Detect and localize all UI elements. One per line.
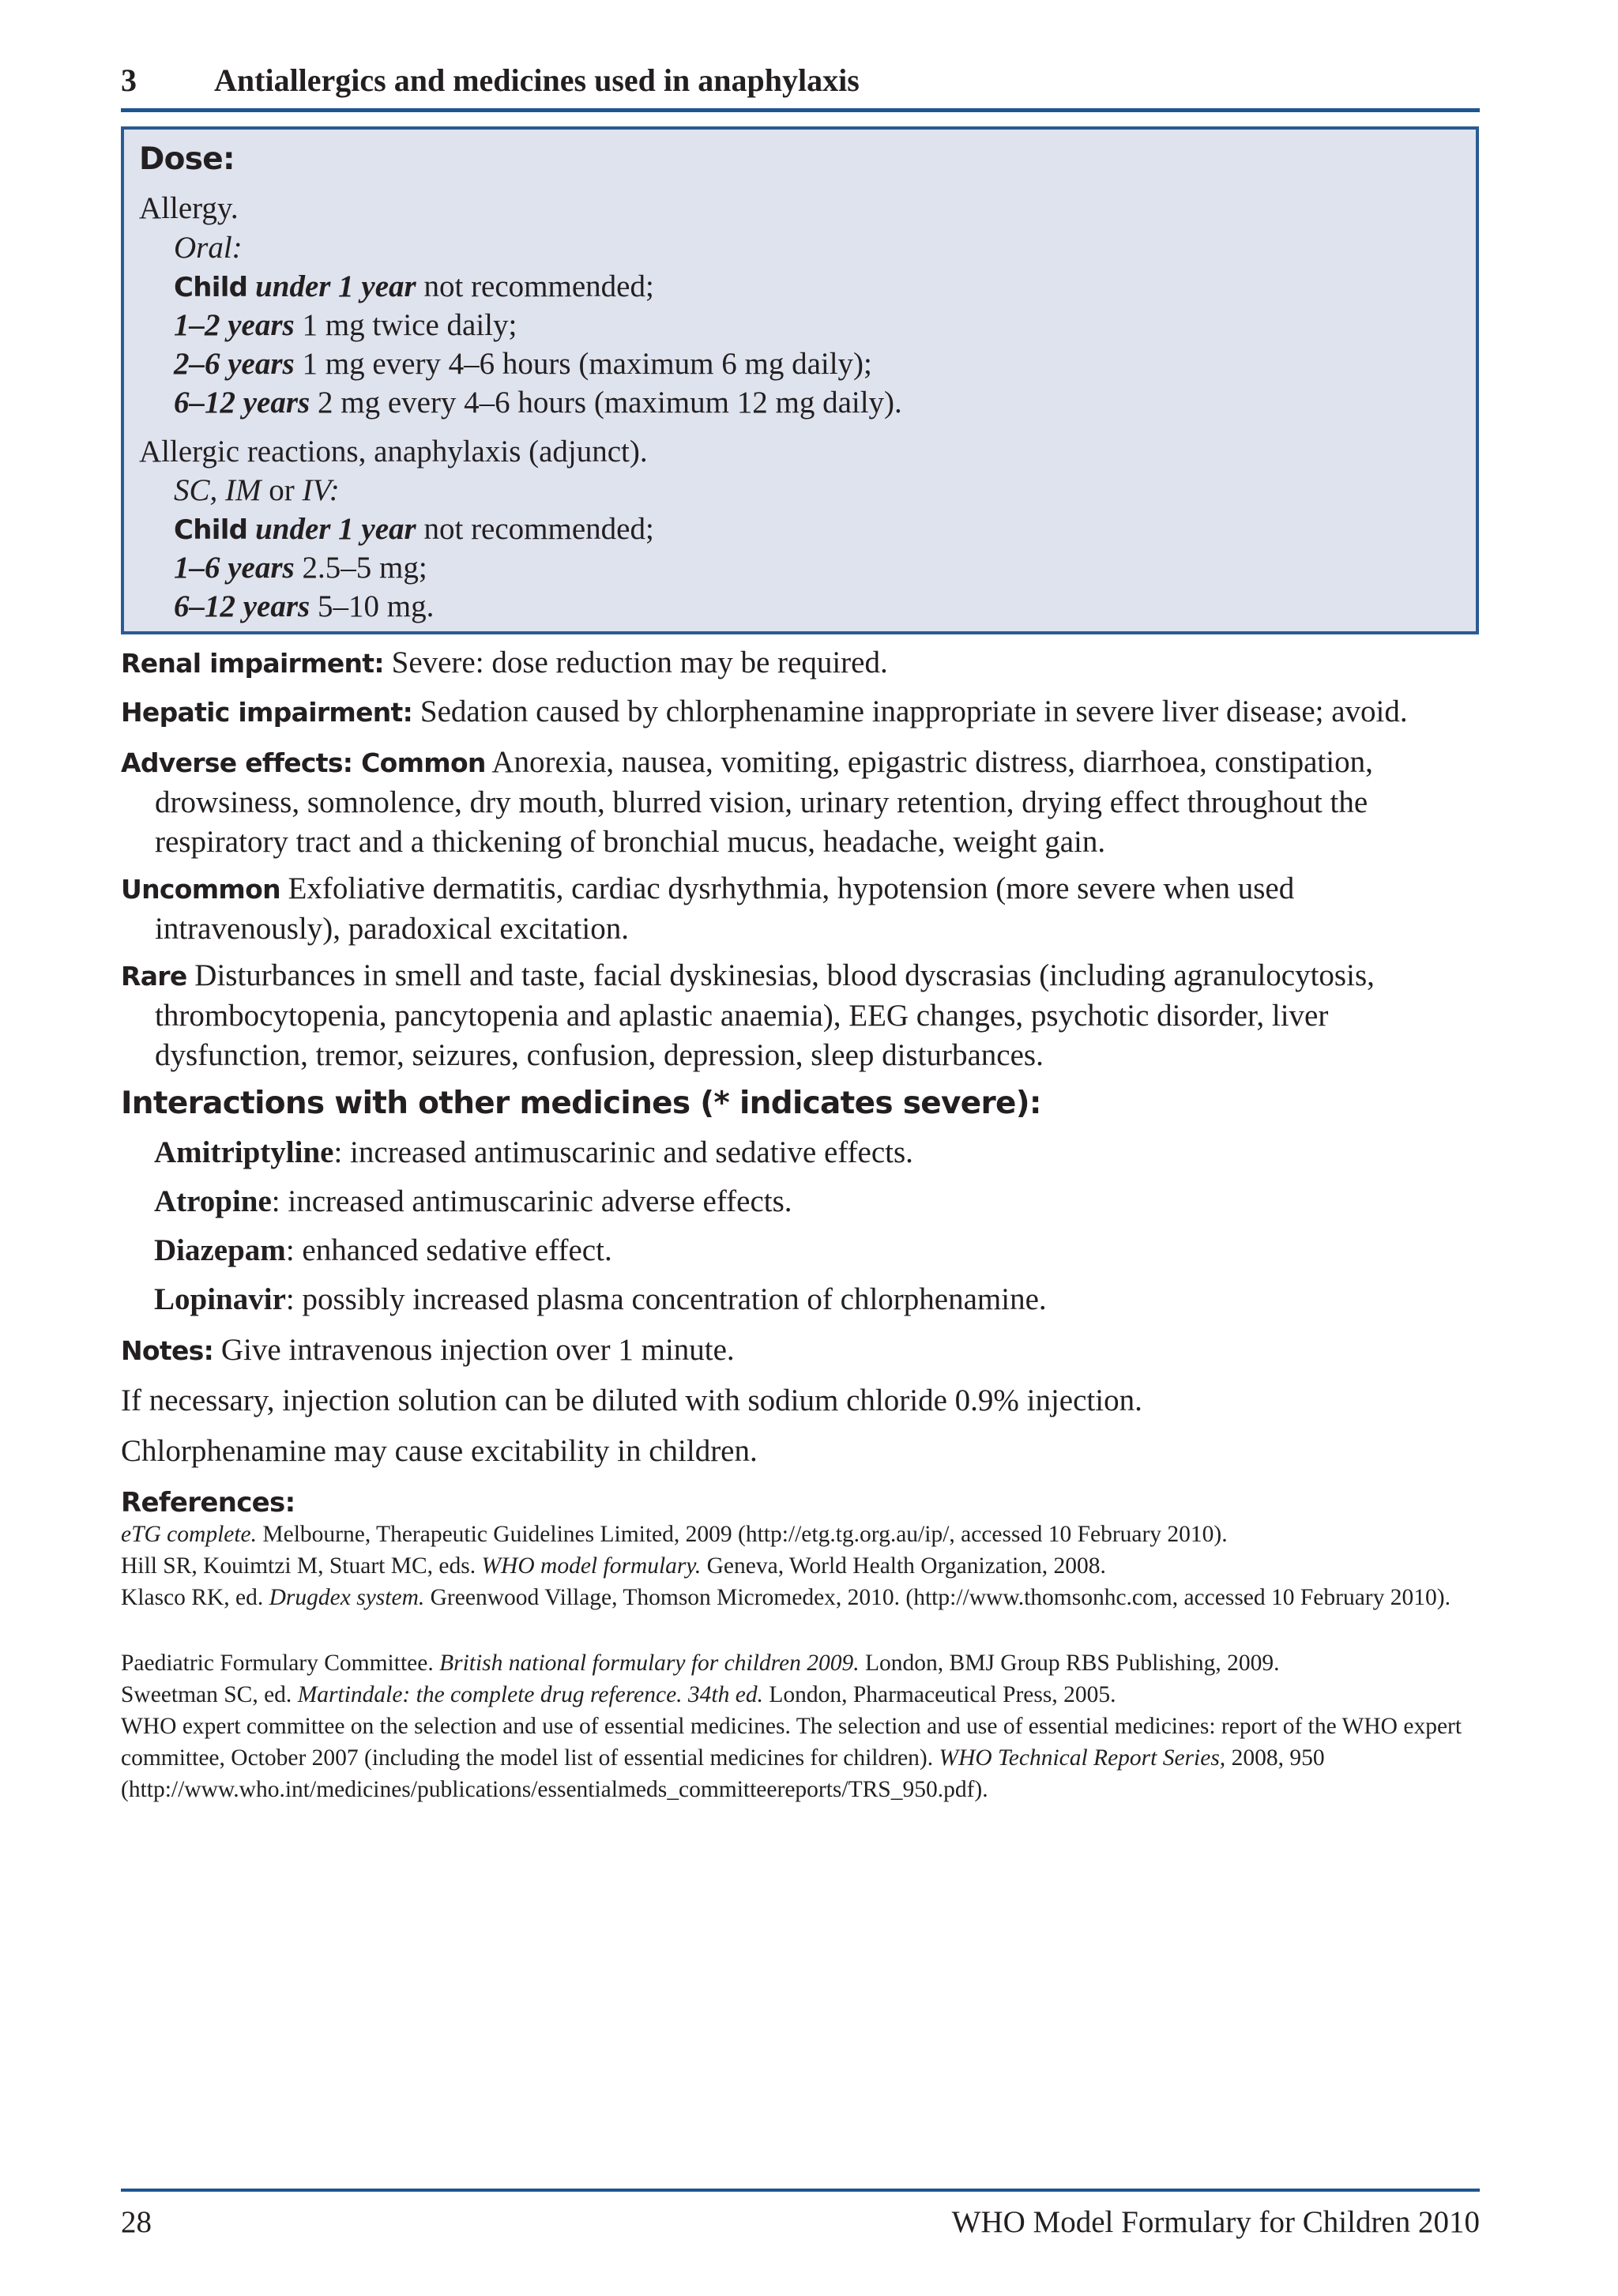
reference-authors: WHO expert committee on the selection and use of essential medicines. The selection and use of essential medicines: report of the WHO expert committee, October 2007 (including the model list of essential medicines for children). (121, 1714, 1462, 1771)
drug-name: Diazepam (154, 1233, 286, 1267)
age-group: 6–12 years (174, 589, 310, 623)
age-group: under 1 year (255, 269, 416, 303)
hepatic-label: Hepatic impairment: (121, 697, 413, 728)
dose-allergy-line-4 (174, 384, 902, 422)
adverse-label: Adverse effects: (121, 747, 353, 778)
interaction-item (154, 1182, 792, 1221)
drug-name: Lopinavir (154, 1282, 286, 1316)
age-group: 1–6 years (174, 551, 295, 585)
adverse-effects-rare (121, 956, 1480, 1075)
dose-allergy-title: Allergy. (139, 191, 239, 225)
child-label: Child (174, 514, 248, 546)
interaction-item (154, 1231, 612, 1270)
dose-text: 2.5–5 mg; (294, 551, 427, 585)
dose-anaphylaxis-line-3 (174, 588, 434, 626)
drug-name: Amitriptyline (154, 1135, 334, 1169)
dose-text: 2 mg every 4–6 hours (maximum 12 mg daily). (310, 386, 902, 420)
interaction-text: : increased antimuscarinic and sedative effects. (333, 1135, 913, 1169)
dose-allergy-line-1 (174, 268, 654, 307)
common-text: Anorexia, nausea, vomiting, epigastric distress, diarrhoea, constipation, drowsiness, somnolence, dry mouth, blurred vision, urinary retention, drying effect throughout the respiratory tract and a thickening of bronchial mucus, headache, weight gain. (155, 745, 1373, 859)
interaction-text: : increased antimuscarinic adverse effects. (271, 1184, 792, 1218)
page-number: 28 (121, 2205, 152, 2239)
reference-item (121, 1679, 1480, 1711)
renal-impairment (121, 643, 1480, 683)
uncommon-label: Uncommon (121, 874, 280, 905)
uncommon-text: Exfoliative dermatitis, cardiac dysrhythmia, hypotension (more severe when used intravenously), paradoxical excitation. (155, 871, 1295, 946)
notes-label: Notes: (121, 1335, 214, 1366)
rare-label: Rare (121, 961, 187, 992)
age-group: 2–6 years (174, 347, 295, 381)
interaction-item (154, 1280, 1047, 1319)
reference-text: Greenwood Village, Thomson Micromedex, 2010. (http://www.thomsonhc.com, accessed 10 February 2010). (424, 1585, 1451, 1610)
route-or: or (261, 473, 303, 507)
running-title: WHO Model Formulary for Children 2010 (951, 2205, 1480, 2239)
reference-title: Martindale: the complete drug reference. 34th ed. (297, 1682, 763, 1707)
reference-text: Melbourne, Therapeutic Guidelines Limited, 2009 (http://etg.tg.org.au/ip/, accessed 10 February 2010). (257, 1522, 1228, 1547)
dose-text: not recommended; (416, 269, 654, 303)
age-group: 6–12 years (174, 386, 310, 420)
reference-item (121, 1711, 1480, 1805)
dose-text: 5–10 mg. (310, 589, 435, 623)
child-label: Child (174, 272, 248, 303)
interaction-item (154, 1133, 913, 1172)
reference-text: London, BMJ Group RBS Publishing, 2009. (859, 1650, 1280, 1676)
notes-text: Give intravenous injection over 1 minute. (213, 1333, 735, 1367)
dose-allergy-line-3 (174, 345, 872, 383)
route-iv: IV: (302, 473, 340, 507)
dose-text: 1 mg twice daily; (294, 308, 517, 342)
dose-text: not recommended; (416, 512, 654, 546)
notes-line-3: Chlorphenamine may cause excitability in children. (121, 1434, 758, 1468)
hepatic-text: Sedation caused by chlorphenamine inappropriate in severe liver disease; avoid. (412, 694, 1408, 728)
route-im: IM (225, 473, 262, 507)
interaction-text: : possibly increased plasma concentration of chlorphenamine. (285, 1282, 1047, 1316)
drug-name: Atropine (154, 1184, 272, 1218)
age-group: 1–2 years (174, 308, 295, 342)
header-rule (121, 108, 1480, 112)
footer-rule (121, 2189, 1480, 2192)
chapter-title: Antiallergics and medicines used in anaphylaxis (214, 62, 860, 98)
reference-text: 2008, 950 (http://www.who.int/medicines/publications/essentialmeds_committeereports/TRS_950.pdf). (121, 1745, 1325, 1802)
age-group: under 1 year (255, 512, 416, 546)
interaction-text: : enhanced sedative effect. (285, 1233, 612, 1267)
adverse-effects-uncommon (121, 869, 1480, 949)
reference-title: Drugdex system. (269, 1585, 425, 1610)
reference-authors: Paediatric Formulary Committee. (121, 1650, 440, 1676)
adverse-effects-common (121, 743, 1480, 862)
dose-anaphylaxis-route (174, 472, 340, 510)
hepatic-impairment (121, 692, 1480, 732)
reference-item (121, 1550, 1480, 1582)
common-label: Common (352, 747, 486, 778)
reference-authors: Klasco RK, ed. (121, 1585, 269, 1610)
reference-item (121, 1647, 1480, 1679)
chapter-number: 3 (121, 62, 137, 98)
reference-text: London, Pharmaceutical Press, 2005. (762, 1682, 1116, 1707)
dose-text: 1 mg every 4–6 hours (maximum 6 mg daily); (294, 347, 872, 381)
reference-title: WHO Technical Report Series, (939, 1745, 1226, 1771)
dose-anaphylaxis-line-2 (174, 549, 427, 587)
notes (121, 1331, 735, 1371)
dose-label: Dose: (139, 141, 235, 177)
renal-text: Severe: dose reduction may be required. (383, 646, 888, 679)
reference-authors: Hill SR, Kouimtzi M, Stuart MC, eds. (121, 1553, 482, 1579)
reference-title: WHO model formulary. (481, 1553, 702, 1579)
reference-item (121, 1519, 1480, 1550)
notes-line-2: If necessary, injection solution can be diluted with sodium chloride 0.9% injection. (121, 1383, 1142, 1417)
dose-anaphylaxis-line-1 (174, 510, 654, 549)
dose-anaphylaxis-title: Allergic reactions, anaphylaxis (adjunct). (139, 435, 648, 469)
references-heading: References: (121, 1487, 295, 1519)
reference-item (121, 1582, 1480, 1613)
reference-title: British national formulary for children 2009. (439, 1650, 860, 1676)
chapter-header (121, 62, 1480, 109)
reference-text: Geneva, World Health Organization, 2008. (701, 1553, 1106, 1579)
renal-label: Renal impairment: (121, 648, 384, 679)
interactions-heading: Interactions with other medicines (* indicates severe): (121, 1086, 1041, 1121)
rare-text: Disturbances in smell and taste, facial dyskinesias, blood dyscrasias (including agranulocytosis, thrombocytopenia, pancytopenia and aplastic anaemia), EEG changes, psychotic disorder, liver dysfunction, tremor, seizures, confusion, depression, sleep disturbances. (155, 958, 1375, 1072)
route-sc: SC, (174, 473, 218, 507)
dose-allergy-route: Oral: (174, 231, 243, 265)
dose-allergy-line-2 (174, 307, 517, 344)
reference-title: eTG complete. (121, 1522, 258, 1547)
reference-authors: Sweetman SC, ed. (121, 1682, 298, 1707)
